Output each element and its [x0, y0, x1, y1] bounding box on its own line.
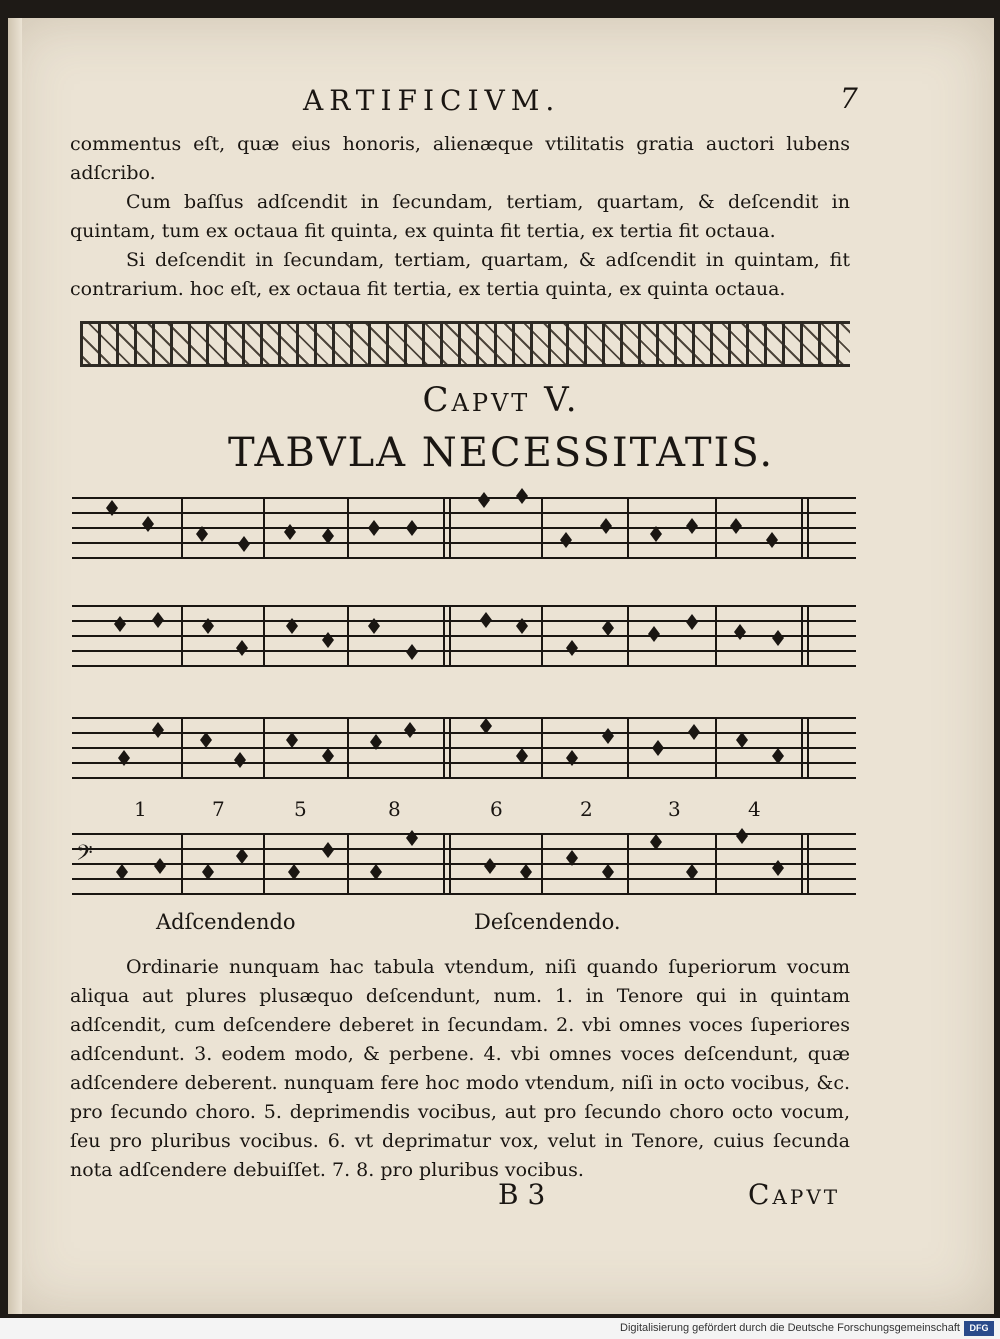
bass-number: 2 — [580, 797, 593, 821]
paragraph-usage-notes: Ordinarie nunquam hac tabula vtendum, niſi quando ſuperiorum vocum aliqua aut plures plusæquo deſcendunt, num. 1. in Tenore qui in quintam adſcendit, cum deſcendere deberet in ſecundam. 2. vbi omnes voces ſuperiores adſcendunt. 3. eodem modo, & perbene. 4. vbi omnes voces deſcendunt, quæ adſcendere deberent. nunquam fere hoc modo vtendum, niſi in octo vocibus, &c. pro ſecundo choro. 5. deprimendis vocibus, aut pro ſecundo choro octo vocum, ſeu pro pluribus vocibus. 6. vt deprimatur vox, velut in Tenore, cuius ſecunda nota adſcendere debuiſſet. 7. 8. pro pluribus vocibus. — [70, 956, 850, 1181]
bass-number: 3 — [668, 797, 681, 821]
bass-number: 7 — [212, 797, 225, 821]
paragraph-continuation: commentus eſt, quæ eius honoris, alienæque vtilitatis gratia auctori lubens adſcribo. — [70, 133, 850, 184]
staff-3 — [72, 718, 856, 778]
bass-number-row — [134, 797, 761, 821]
staff-2 — [72, 606, 856, 666]
digitization-footer — [0, 1318, 1000, 1339]
catchword: Capvt — [748, 1178, 841, 1211]
bass-number: 5 — [294, 797, 307, 821]
table-title: TABVLA NECESSITATIS. — [227, 430, 775, 476]
paragraph-bass-ascending: Cum baſſus adſcendit in ſecundam, tertiam, quartam, & deſcendit in quintam, tum ex octaua fit quinta, ex quinta fit tertia, ex tertia fit octaua. — [70, 191, 850, 242]
ornamental-border — [80, 321, 850, 367]
staff-4-bass — [72, 828, 856, 894]
label-ascending: Adſcendendo — [156, 910, 296, 934]
page-spine-shadow — [8, 18, 22, 1314]
chapter-heading: Capvt V. — [422, 380, 580, 420]
bass-number: 1 — [134, 797, 147, 821]
top-text — [70, 130, 850, 304]
dfg-logo-icon: DFG — [964, 1321, 994, 1336]
signature-mark: B 3 — [498, 1178, 546, 1211]
music-notation — [72, 488, 862, 928]
book-page — [8, 18, 994, 1314]
label-descending: Deſcendendo. — [474, 910, 621, 934]
bass-number: 8 — [388, 797, 401, 821]
page-number: 7 — [840, 82, 858, 115]
paragraph-bass-descending: Si deſcendit in ſecundam, tertiam, quartam, & adſcendit in quintam, fit contrarium. hoc eſt, ex octaua fit tertia, ex tertia quinta, ex quinta octaua. — [70, 249, 850, 300]
music-staves-svg — [72, 488, 862, 928]
running-title: ARTIFICIVM. — [303, 84, 561, 117]
bass-number: 6 — [490, 797, 503, 821]
digitization-notice: Digitalisierung gefördert durch die Deutsche Forschungsgemeinschaft — [620, 1322, 960, 1334]
bass-number: 4 — [748, 797, 761, 821]
bass-clef-icon: 𝄢 — [76, 841, 93, 871]
staff-1 — [72, 488, 856, 558]
